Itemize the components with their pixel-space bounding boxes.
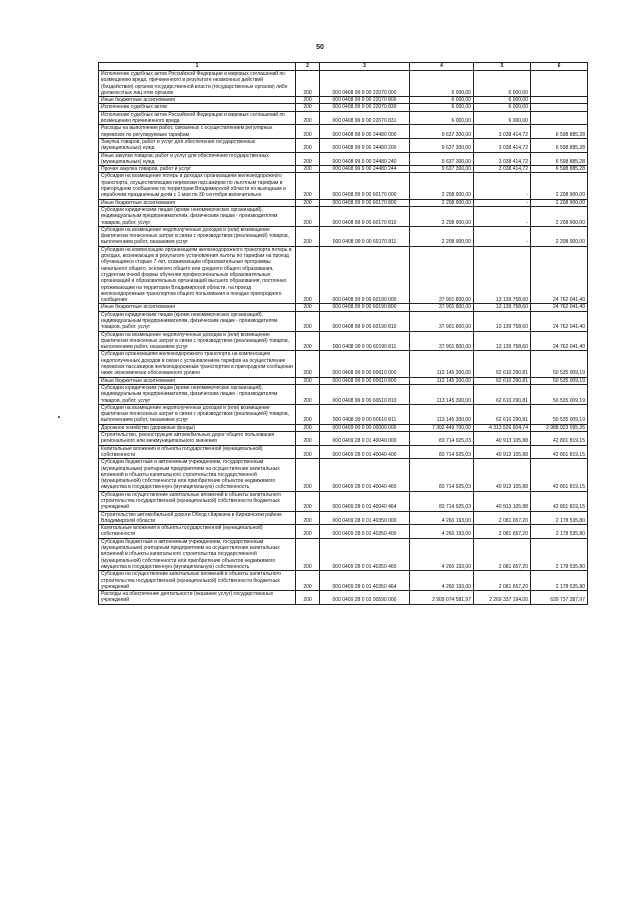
unexecuted-amount-cell: 639 737 387,97 xyxy=(531,591,588,605)
executed-amount-cell: 2 081 657,20 xyxy=(474,571,531,591)
executed-amount-cell: 40 913 105,88 xyxy=(474,491,531,511)
header-col-5: 5 xyxy=(474,63,531,71)
row-code-cell: 200 xyxy=(296,206,320,226)
executed-amount-cell: - xyxy=(474,206,531,226)
row-code-cell: 200 xyxy=(296,538,320,570)
table-row xyxy=(99,404,588,424)
classification-code-cell: 000 0408 99 9 00 60170 811 xyxy=(320,226,410,246)
unexecuted-amount-cell: 2 208 900,00 xyxy=(531,206,588,226)
description-cell: Исполнение судебных актов xyxy=(99,104,296,111)
description-cell: Субсидии юридическим лицам (кроме некоммерческих организаций), индивидуальным предпринимателям, физическим лицам - производителям товаров, работ, услуг xyxy=(99,384,296,404)
classification-code-cell: 000 0409 28 0 01 40350 400 xyxy=(320,525,410,539)
row-code-cell: 200 xyxy=(296,111,320,125)
row-code-cell: 200 xyxy=(296,591,320,605)
approved-amount-cell: 4 260 193,00 xyxy=(410,525,474,539)
description-cell: Субсидии на осуществление капитальных вложений в объекты капитального строительства государственной (муниципальной) собственности бюджетных учреждений xyxy=(99,491,296,511)
unexecuted-amount-cell: 2 208 900,00 xyxy=(531,173,588,199)
approved-amount-cell: 2 208 900,00 xyxy=(410,173,474,199)
table-row xyxy=(99,125,588,139)
row-code-cell: 200 xyxy=(296,459,320,491)
row-code-cell: 200 xyxy=(296,166,320,173)
unexecuted-amount-cell: 2 208 900,00 xyxy=(531,226,588,246)
description-cell: Субсидии на осуществление капитальных вложений в объекты капитального строительства государственной (муниципальной) собственности бюджетных учреждений xyxy=(99,571,296,591)
table-row xyxy=(99,424,588,431)
classification-code-cell: 000 0408 99 9 00 60190 810 xyxy=(320,311,410,331)
approved-amount-cell: 9 637 300,00 xyxy=(410,152,474,166)
description-cell: Исполнение судебных актов Российской Федерации и мировых соглашений по возмещению вреда, причиненного в результате незаконных действий (бездействия) органов государственной власти (государственных органов) либо должностных лиц этих органов xyxy=(99,71,296,97)
table-row xyxy=(99,246,588,304)
row-code-cell: 200 xyxy=(296,226,320,246)
approved-amount-cell: 9 637 300,00 xyxy=(410,138,474,152)
executed-amount-cell: 62 610 290,81 xyxy=(474,377,531,384)
row-code-cell: 200 xyxy=(296,246,320,304)
classification-code-cell: 000 0408 99 9 00 60610 000 xyxy=(320,351,410,377)
classification-code-cell: 000 0408 99 9 00 22070 000 xyxy=(320,71,410,97)
approved-amount-cell: 113 145 300,00 xyxy=(410,404,474,424)
approved-amount-cell: 2 909 074 581,97 xyxy=(410,591,474,605)
executed-amount-cell: 3 038 414,72 xyxy=(474,125,531,139)
approved-amount-cell: 37 901 800,00 xyxy=(410,304,474,311)
table-row xyxy=(99,591,588,605)
approved-amount-cell: 37 901 800,00 xyxy=(410,246,474,304)
row-code-cell: 200 xyxy=(296,351,320,377)
description-cell: Иные бюджетные ассигнования xyxy=(99,97,296,104)
approved-amount-cell: 4 260 193,00 xyxy=(410,571,474,591)
table-row xyxy=(99,226,588,246)
executed-amount-cell: - xyxy=(474,199,531,206)
header-col-2: 2 xyxy=(296,63,320,71)
classification-code-cell: 000 0408 99 9 00 60170 800 xyxy=(320,199,410,206)
row-code-cell: 200 xyxy=(296,125,320,139)
margin-dot xyxy=(58,416,60,418)
table-row xyxy=(99,351,588,377)
description-cell: Субсидии бюджетным и автономным учреждениям, государственным (муниципальным) унитарным предприятиям на осуществление капитальных вложений в объекты капитального строительства государственной (муниципальной) собственности или приобретение объектов недвижимого имущества в государственную (муниципальную) собственность xyxy=(99,459,296,491)
row-code-cell: 200 xyxy=(296,152,320,166)
classification-code-cell: 000 0408 99 9 00 24480 244 xyxy=(320,166,410,173)
row-code-cell: 200 xyxy=(296,97,320,104)
row-code-cell: 200 xyxy=(296,104,320,111)
page-number: 50 xyxy=(316,44,324,51)
description-cell: Строительство, реконструкция автомобильных дорог общего пользования регионального или межмуниципального значения xyxy=(99,432,296,446)
executed-amount-cell: 13 139 758,60 xyxy=(474,331,531,351)
header-col-6: 6 xyxy=(531,63,588,71)
classification-code-cell: 000 0409 28 0 01 40350 460 xyxy=(320,538,410,570)
table-row xyxy=(99,152,588,166)
table-row xyxy=(99,206,588,226)
executed-amount-cell: 6 000,00 xyxy=(474,71,531,97)
approved-amount-cell: 2 208 900,00 xyxy=(410,199,474,206)
unexecuted-amount-cell: 42 801 819,15 xyxy=(531,491,588,511)
classification-code-cell: 000 0408 99 9 00 60170 810 xyxy=(320,206,410,226)
row-code-cell: 200 xyxy=(296,304,320,311)
header-col-3: 3 xyxy=(320,63,410,71)
classification-code-cell: 000 0409 28 0 01 40040 400 xyxy=(320,445,410,459)
approved-amount-cell: 113 145 300,00 xyxy=(410,351,474,377)
header-row xyxy=(99,63,588,71)
description-cell: Дорожное хозяйство (дорожные фонды) xyxy=(99,424,296,431)
classification-code-cell: 000 0408 99 9 00 24480 000 xyxy=(320,125,410,139)
table-row xyxy=(99,104,588,111)
row-code-cell: 200 xyxy=(296,331,320,351)
row-code-cell: 200 xyxy=(296,377,320,384)
executed-amount-cell: 3 038 414,72 xyxy=(474,166,531,173)
executed-amount-cell: 13 139 758,60 xyxy=(474,311,531,331)
approved-amount-cell: 113 145 300,00 xyxy=(410,377,474,384)
unexecuted-amount-cell: 6 598 885,28 xyxy=(531,166,588,173)
executed-amount-cell: 2 081 657,20 xyxy=(474,511,531,525)
table-row xyxy=(99,377,588,384)
table-row xyxy=(99,384,588,404)
classification-code-cell: 000 0409 28 0 01 40040 464 xyxy=(320,491,410,511)
description-cell: Субсидии на компенсацию организациям железнодорожного транспорта потерь в доходах, возникающих в результате установления льготы по тарифам на проезд обучающимся старше 7 лет, осваивающим образовательные программы начального общего, основного общего или среднего общего образования, студентам очной формы обучения профессиональных образовательных организаций и образовательных организаций высшего образования, постоянно проживающим на территории Владимирской области, на проезд железнодорожным транспортом общего пользования в поездах пригородного сообщения xyxy=(99,246,296,304)
row-code-cell: 200 xyxy=(296,511,320,525)
unexecuted-amount-cell: 24 762 041,40 xyxy=(531,304,588,311)
table-row xyxy=(99,311,588,331)
budget-table xyxy=(98,62,588,605)
approved-amount-cell: 2 208 900,00 xyxy=(410,206,474,226)
executed-amount-cell: - xyxy=(474,226,531,246)
description-cell: Субсидии юридическим лицам (кроме некоммерческих организаций), индивидуальным предпринимателям, физическим лицам - производителям товаров, работ, услуг xyxy=(99,206,296,226)
unexecuted-amount-cell xyxy=(531,71,588,97)
unexecuted-amount-cell xyxy=(531,104,588,111)
unexecuted-amount-cell: 6 598 885,28 xyxy=(531,138,588,152)
unexecuted-amount-cell: 50 535 009,19 xyxy=(531,377,588,384)
table-row xyxy=(99,525,588,539)
description-cell: Иные бюджетные ассигнования xyxy=(99,199,296,206)
unexecuted-amount-cell: 2 178 535,80 xyxy=(531,571,588,591)
classification-code-cell: 000 0409 28 0 01 40350 464 xyxy=(320,571,410,591)
description-cell: Иные закупки товаров, работ и услуг для обеспечения государственных (муниципальных) нужд xyxy=(99,152,296,166)
description-cell: Субсидии бюджетным и автономным учреждениям, государственным (муниципальным) унитарным предприятиям на осуществление капитальных вложений в объекты капитального строительства государственной (муниципальной) собственности или приобретение объектов недвижимого имущества в государственную (муниципальную) собственность xyxy=(99,538,296,570)
table-row xyxy=(99,138,588,152)
row-code-cell: 200 xyxy=(296,384,320,404)
executed-amount-cell: 2 269 337 194,00 xyxy=(474,591,531,605)
table-row xyxy=(99,111,588,125)
description-cell: Иные бюджетные ассигнования xyxy=(99,304,296,311)
classification-code-cell: 000 0409 28 0 01 40040 460 xyxy=(320,459,410,491)
row-code-cell: 200 xyxy=(296,173,320,199)
table-row xyxy=(99,166,588,173)
executed-amount-cell: 2 081 657,20 xyxy=(474,538,531,570)
approved-amount-cell: 4 260 193,00 xyxy=(410,511,474,525)
unexecuted-amount-cell: 24 762 041,40 xyxy=(531,311,588,331)
executed-amount-cell: 6 000,00 xyxy=(474,104,531,111)
unexecuted-amount-cell: 2 988 923 095,26 xyxy=(531,424,588,431)
approved-amount-cell: 37 901 800,00 xyxy=(410,311,474,331)
unexecuted-amount-cell: 2 178 535,80 xyxy=(531,538,588,570)
classification-code-cell: 000 0408 99 9 00 60170 000 xyxy=(320,173,410,199)
classification-code-cell: 000 0408 99 9 00 60610 811 xyxy=(320,404,410,424)
executed-amount-cell: 3 038 414,72 xyxy=(474,138,531,152)
table-row xyxy=(99,71,588,97)
row-code-cell: 200 xyxy=(296,432,320,446)
classification-code-cell: 000 0408 99 9 00 60610 810 xyxy=(320,384,410,404)
description-cell: Расходы на обеспечение деятельности (оказание услуг) государственных учреждений xyxy=(99,591,296,605)
unexecuted-amount-cell: 2 178 535,80 xyxy=(531,511,588,525)
classification-code-cell: 000 0408 99 9 00 60610 800 xyxy=(320,377,410,384)
executed-amount-cell: 13 139 758,60 xyxy=(474,246,531,304)
table-row xyxy=(99,445,588,459)
description-cell: Субсидии на возмещение потерь в доходах организациям железнодорожного транспорта, осуществляющим перевозки пассажиров по льготным тарифам в пригородном сообщении по территории Владимирской области по выходным и нерабочим праздничным дням с 1 мая по 30 сентября включительно xyxy=(99,173,296,199)
row-code-cell: 200 xyxy=(296,571,320,591)
description-cell: Иные бюджетные ассигнования xyxy=(99,377,296,384)
approved-amount-cell: 6 000,00 xyxy=(410,104,474,111)
executed-amount-cell: 62 610 290,81 xyxy=(474,351,531,377)
approved-amount-cell: 83 714 925,03 xyxy=(410,432,474,446)
table-row xyxy=(99,571,588,591)
executed-amount-cell: 2 081 657,20 xyxy=(474,525,531,539)
row-code-cell: 200 xyxy=(296,445,320,459)
executed-amount-cell: 62 610 290,81 xyxy=(474,404,531,424)
classification-code-cell: 000 0408 99 9 00 22070 800 xyxy=(320,97,410,104)
unexecuted-amount-cell: 50 535 009,19 xyxy=(531,404,588,424)
table-row xyxy=(99,432,588,446)
approved-amount-cell: 83 714 925,03 xyxy=(410,445,474,459)
unexecuted-amount-cell: 42 801 819,15 xyxy=(531,459,588,491)
approved-amount-cell: 9 637 300,00 xyxy=(410,166,474,173)
approved-amount-cell: 37 901 800,00 xyxy=(410,331,474,351)
header-col-4: 4 xyxy=(410,63,474,71)
description-cell: Закупка товаров, работ и услуг для обеспечения государственных (муниципальных) нужд xyxy=(99,138,296,152)
description-cell: Капитальные вложения в объекты государственной (муниципальной) собственности xyxy=(99,525,296,539)
unexecuted-amount-cell: 50 535 009,19 xyxy=(531,351,588,377)
row-code-cell: 200 xyxy=(296,424,320,431)
executed-amount-cell: 13 139 758,60 xyxy=(474,304,531,311)
description-cell: Исполнение судебных актов Российской Федерации и мировых соглашений по возмещению причиненного вреда xyxy=(99,111,296,125)
approved-amount-cell: 83 714 925,03 xyxy=(410,459,474,491)
approved-amount-cell: 6 000,00 xyxy=(410,111,474,125)
table-row xyxy=(99,511,588,525)
description-cell: Субсидии юридическим лицам (кроме некоммерческих организаций), индивидуальным предпринимателям, физическим лицам - производителям товаров, работ, услуг xyxy=(99,311,296,331)
description-cell: Строительство автомобильной дороги Обход г.Киржача в Киржачском районе Владимирской области xyxy=(99,511,296,525)
approved-amount-cell: 83 714 925,03 xyxy=(410,491,474,511)
row-code-cell: 200 xyxy=(296,71,320,97)
executed-amount-cell: - xyxy=(474,173,531,199)
classification-code-cell: 000 0409 00 0 00 00000 000 xyxy=(320,424,410,431)
unexecuted-amount-cell: 24 762 041,40 xyxy=(531,246,588,304)
classification-code-cell: 000 0408 99 9 00 22070 830 xyxy=(320,104,410,111)
table-row xyxy=(99,538,588,570)
approved-amount-cell: 4 260 193,00 xyxy=(410,538,474,570)
description-cell: Прочая закупка товаров, работ и услуг xyxy=(99,166,296,173)
unexecuted-amount-cell: 50 535 009,19 xyxy=(531,384,588,404)
description-cell: Расходы на выполнение работ, связанных с осуществлением регулярных перевозок по регулируемым тарифам xyxy=(99,125,296,139)
table-row xyxy=(99,459,588,491)
executed-amount-cell: 62 610 290,81 xyxy=(474,384,531,404)
row-code-cell: 200 xyxy=(296,491,320,511)
classification-code-cell: 000 0408 99 9 00 60190 811 xyxy=(320,331,410,351)
description-cell: Субсидии на возмещение недополученных доходов и (или) возмещение фактически понесенных затрат в связи с производством (реализацией) товаров, выполнением работ, оказанием услуг xyxy=(99,404,296,424)
executed-amount-cell: 6 000,00 xyxy=(474,111,531,125)
executed-amount-cell: 40 913 105,88 xyxy=(474,459,531,491)
row-code-cell: 200 xyxy=(296,138,320,152)
row-code-cell: 200 xyxy=(296,404,320,424)
table-row xyxy=(99,173,588,199)
table-row xyxy=(99,331,588,351)
approved-amount-cell: 2 208 900,00 xyxy=(410,226,474,246)
description-cell: Субсидии на возмещение недополученных доходов и (или) возмещение фактически понесенных затрат в связи с производством (реализацией) товаров, выполнением работ, оказанием услуг xyxy=(99,226,296,246)
row-code-cell: 200 xyxy=(296,199,320,206)
executed-amount-cell: 40 913 105,88 xyxy=(474,445,531,459)
unexecuted-amount-cell xyxy=(531,97,588,104)
executed-amount-cell: 4 313 526 604,74 xyxy=(474,424,531,431)
executed-amount-cell: 6 000,00 xyxy=(474,97,531,104)
unexecuted-amount-cell: 2 208 900,00 xyxy=(531,199,588,206)
classification-code-cell: 000 0408 99 9 00 60190 800 xyxy=(320,304,410,311)
classification-code-cell: 000 0409 28 0 01 40040 000 xyxy=(320,432,410,446)
classification-code-cell: 000 0409 28 0 01 40350 000 xyxy=(320,511,410,525)
classification-code-cell: 000 0408 99 9 00 22070 831 xyxy=(320,111,410,125)
classification-code-cell: 000 0408 99 9 00 24480 200 xyxy=(320,138,410,152)
classification-code-cell: 000 0409 28 0 02 00590 000 xyxy=(320,591,410,605)
description-cell: Капитальные вложения в объекты государственной (муниципальной) собственности xyxy=(99,445,296,459)
unexecuted-amount-cell: 42 801 819,15 xyxy=(531,445,588,459)
classification-code-cell: 000 0408 99 9 00 24480 240 xyxy=(320,152,410,166)
approved-amount-cell: 9 637 300,00 xyxy=(410,125,474,139)
description-cell: Субсидии на возмещение недополученных доходов и (или) возмещение фактически понесенных затрат в связи с производством (реализацией) товаров, выполнением работ, оказанием услуг xyxy=(99,331,296,351)
row-code-cell: 200 xyxy=(296,525,320,539)
classification-code-cell: 000 0408 99 9 00 60190 000 xyxy=(320,246,410,304)
approved-amount-cell: 6 000,00 xyxy=(410,71,474,97)
header-col-1: 1 xyxy=(99,63,296,71)
unexecuted-amount-cell xyxy=(531,111,588,125)
approved-amount-cell: 113 145 300,00 xyxy=(410,384,474,404)
row-code-cell: 200 xyxy=(296,311,320,331)
unexecuted-amount-cell: 42 801 819,15 xyxy=(531,432,588,446)
unexecuted-amount-cell: 6 598 885,28 xyxy=(531,152,588,166)
unexecuted-amount-cell: 2 178 535,80 xyxy=(531,525,588,539)
executed-amount-cell: 40 913 105,88 xyxy=(474,432,531,446)
table-row xyxy=(99,199,588,206)
table-body xyxy=(99,71,588,605)
description-cell: Субсидии организациям железнодорожного транспорта на компенсацию недополученных доходов в связи с установлением тарифов на осуществление перевозок пассажиров железнодорожным транспортом в пригородном сообщении ниже экономически обоснованного уровня xyxy=(99,351,296,377)
table-row xyxy=(99,304,588,311)
approved-amount-cell: 6 000,00 xyxy=(410,97,474,104)
unexecuted-amount-cell: 24 762 041,40 xyxy=(531,331,588,351)
unexecuted-amount-cell: 6 598 885,28 xyxy=(531,125,588,139)
approved-amount-cell: 7 302 449 700,00 xyxy=(410,424,474,431)
executed-amount-cell: 3 038 414,72 xyxy=(474,152,531,166)
table-row xyxy=(99,97,588,104)
table-row xyxy=(99,491,588,511)
